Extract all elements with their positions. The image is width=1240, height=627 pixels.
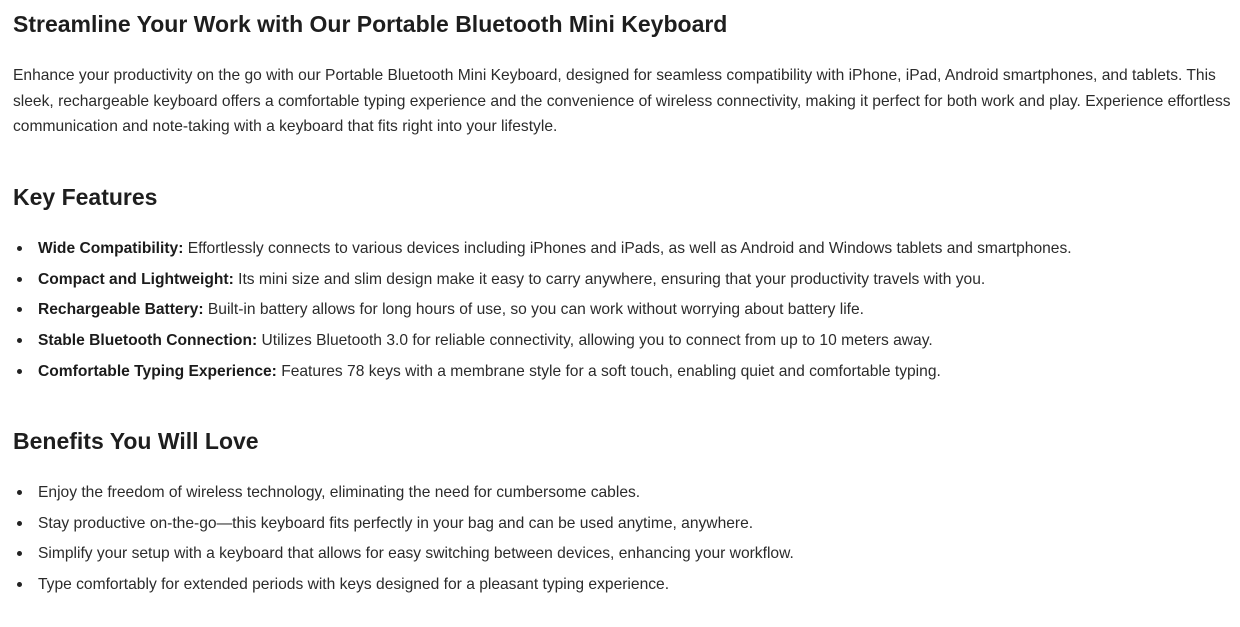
bullet-icon — [17, 551, 22, 556]
benefits-heading: Benefits You Will Love — [13, 428, 259, 454]
features-list — [13, 236, 1228, 389]
benefits-list — [13, 480, 1228, 603]
bullet-icon — [17, 490, 22, 495]
bullet-icon — [17, 277, 22, 282]
benefit-item — [13, 541, 1228, 572]
benefit-text: Simplify your setup with a keyboard that allows for easy switching between devices, enhancing your workflow. — [38, 545, 794, 563]
bullet-icon — [17, 369, 22, 374]
feature-text: Utilizes Bluetooth 3.0 for reliable connectivity, allowing you to connect from up to 10 meters away. — [257, 332, 933, 350]
feature-text: Effortlessly connects to various devices including iPhones and iPads, as well as Android and Windows tablets and smartphones. — [183, 240, 1072, 257]
feature-label: Comfortable Typing Experience: — [38, 362, 277, 380]
feature-text: Features 78 keys with a membrane style for a soft touch, enabling quiet and comfortable typing. — [276, 362, 941, 380]
feature-label: Rechargeable Battery: — [38, 301, 204, 319]
feature-text: Its mini size and slim design make it easy to carry anywhere, ensuring that your productivity travels with you. — [233, 270, 986, 288]
bullet-icon — [17, 582, 22, 587]
intro-paragraph: Enhance your productivity on the go with our Portable Bluetooth Mini Keyboard, designed for seamless compatibility with iPhone, iPad, Android smartphones, and tablets. This sleek, rechargeable keyboard offers a comfortable typing experience and the convenience of wireless connectivity, making it perfect for both work and play. Experience effortless communication and note-taking with a keyboard that fits right into your lifestyle. — [13, 67, 1231, 135]
feature-label: Wide Compatibility: — [38, 240, 184, 257]
features-heading: Key Features — [13, 184, 158, 210]
feature-label: Stable Bluetooth Connection: — [38, 332, 258, 350]
feature-item — [13, 267, 1228, 298]
feature-item — [13, 236, 1228, 267]
feature-label: Compact and Lightweight: — [38, 270, 234, 288]
benefit-item — [13, 511, 1228, 542]
feature-text: Built-in battery allows for long hours of use, so you can work without worrying about battery life. — [203, 301, 865, 319]
feature-item — [13, 359, 1228, 390]
feature-item — [13, 297, 1228, 328]
bullet-icon — [17, 307, 22, 312]
benefit-text: Enjoy the freedom of wireless technology, eliminating the need for cumbersome cables. — [38, 484, 641, 501]
bullet-icon — [17, 246, 22, 251]
bullet-icon — [17, 338, 22, 343]
benefit-item — [13, 572, 1228, 603]
page-title: Streamline Your Work with Our Portable Bluetooth Mini Keyboard — [13, 11, 728, 37]
benefit-text: Type comfortably for extended periods with keys designed for a pleasant typing experience. — [38, 576, 670, 594]
feature-item — [13, 328, 1228, 359]
benefit-text: Stay productive on-the-go—this keyboard fits perfectly in your bag and can be used anytime, anywhere. — [38, 514, 754, 532]
benefit-item — [13, 480, 1228, 511]
bullet-icon — [17, 521, 22, 526]
